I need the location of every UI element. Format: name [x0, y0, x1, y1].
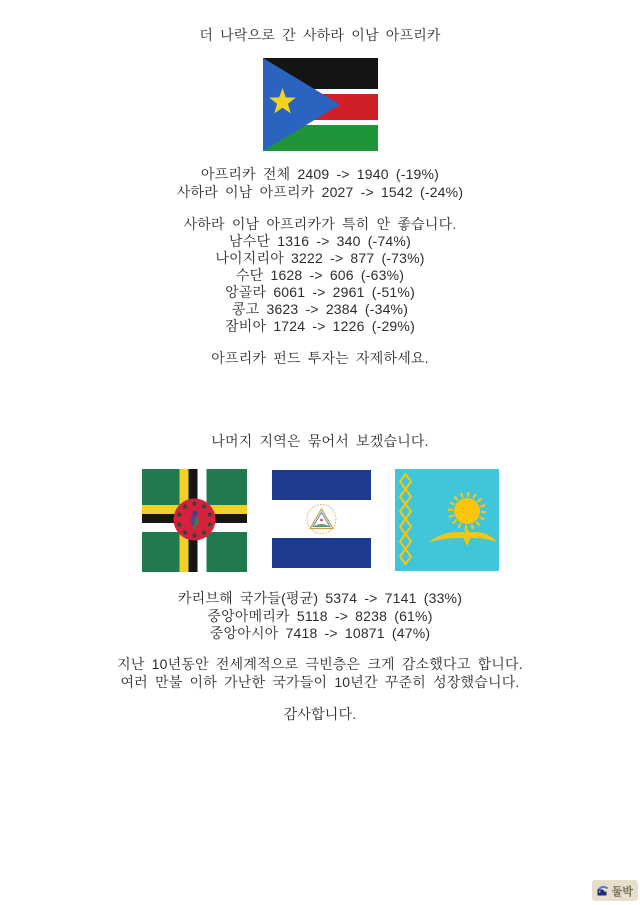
closing-line: 지난 10년동안 전세계적으로 극빈층은 크게 감소했다고 합니다. [117, 656, 523, 672]
africa-country-block [0, 216, 640, 335]
south-sudan-flag [263, 58, 378, 151]
advice-line: 아프리카 펀드 투자는 자제하세요. [211, 350, 429, 366]
other-regions-heading: 나머지 지역은 묶어서 보겠습니다. [211, 433, 429, 449]
country-stat-line: 콩고 3623 -> 2384 (-34%) [231, 301, 409, 317]
region-stat-line: 카리브해 국가들(평균) 5374 -> 7141 (33%) [177, 590, 463, 606]
country-stat-line: 앙골라 6061 -> 2961 (-51%) [225, 284, 415, 300]
closing-paragraph [0, 656, 640, 691]
region-stat-line: 중앙아메리카 5118 -> 8238 (61%) [207, 607, 433, 624]
africa-detail-heading: 사하라 이남 아프리카가 특히 안 좋습니다. [183, 216, 457, 232]
closing-line: 여러 만불 이하 가난한 국가들이 10년간 꾸준히 성장했습니다. [120, 673, 520, 690]
nicaragua-flag [272, 470, 371, 568]
watermark-badge [592, 880, 638, 901]
watermark-label: 둘박 [611, 885, 633, 898]
country-stat-line: 남수단 1316 -> 340 (-74%) [229, 233, 411, 249]
kazakhstan-flag [395, 469, 499, 571]
africa-summary-line: 사하라 이남 아프리카 2027 -> 1542 (-24%) [176, 183, 464, 200]
region-stats-block [0, 590, 640, 643]
country-stat-line: 나이지리아 3222 -> 877 (-73%) [215, 250, 425, 266]
country-stat-line: 잠비아 1724 -> 1226 (-29%) [225, 318, 415, 334]
watermark-logo-icon [596, 884, 609, 897]
page-title: 더 나락으로 간 사하라 이남 아프리카 [199, 27, 441, 43]
africa-summary-line: 아프리카 전체 2409 -> 1940 (-19%) [200, 166, 440, 182]
country-stat-line: 수단 1628 -> 606 (-63%) [235, 267, 405, 283]
dominica-flag [142, 469, 247, 572]
thanks-line: 감사합니다. [283, 706, 357, 722]
region-stat-line: 중앙아시아 7418 -> 10871 (47%) [209, 625, 431, 641]
africa-summary-block [0, 166, 640, 201]
